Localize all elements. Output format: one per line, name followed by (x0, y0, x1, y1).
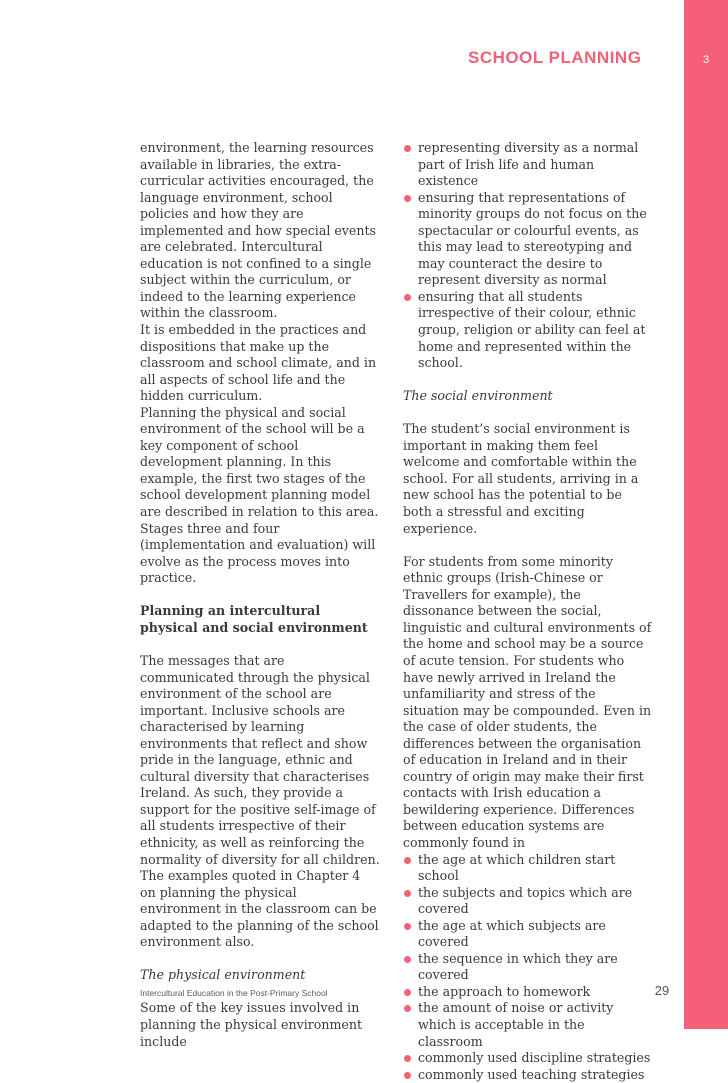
bullet-icon (404, 145, 411, 152)
chapter-sidebar (684, 0, 728, 1029)
bullet-icon (404, 294, 411, 301)
bullet-text: ensuring that representations of minority groups do not focus on the spectacular or colourful events, as this may lead to stereotyping and may counteract the desire to represent diversity as normal (418, 189, 647, 288)
subheading: The social environment (403, 388, 553, 404)
bullet-item (403, 984, 653, 1001)
body-paragraph: environment, the learning resources available in libraries, the extra-curricular activities encouraged, the language environment, school policies and how they are implemented and how special events are celebrated. Intercultural education is not confined to a single subject within the curriculum, or indeed to the learning experience within the classroom. (140, 140, 377, 321)
bullet-item (403, 951, 653, 984)
bullet-text: the age at which children start school (418, 851, 616, 884)
bullet-text: the amount of noise or activity which is acceptable in the classroom (418, 1000, 614, 1049)
bullet-list (403, 140, 653, 372)
bullet-text: ensuring that all students irrespective of their colour, ethnic group, religion or ability can feel at home and represented within the school. (418, 288, 646, 371)
page-number: 29 (654, 983, 670, 998)
bullet-icon (404, 1072, 411, 1079)
bullet-text: representing diversity as a normal part of Irish life and human existence (418, 140, 639, 189)
bullet-icon (404, 989, 411, 996)
bullet-text: the age at which subjects are covered (418, 917, 606, 950)
section-title: SCHOOL PLANNING (468, 48, 642, 67)
body-paragraph: Some of the key issues involved in planning the physical environment include (140, 1000, 363, 1049)
body-paragraph: It is embedded in the practices and dispositions that make up the classroom and school climate, and in all aspects of school life and the hidden curriculum. (140, 322, 377, 404)
body-paragraph: The messages that are communicated through the physical environment of the school are important. Inclusive schools are characterised by learning environments that reflect and show pride in the language, ethnic and cultural diversity that characterises Ireland. As such, they provide a support for the positive self-image of all students irrespective of their ethnicity, as well as reinforcing the normality of diversity for all children. The examples quoted in Chapter 4 on planning the physical environment in the classroom can be adapted to the planning of the school environment also. (140, 652, 380, 950)
body-paragraph: For students from some minority ethnic groups (Irish-Chinese or Travellers for example), the dissonance between the social, linguistic and cultural environments of the home and school may be a source of acute tension. For students who have newly arrived in Ireland the unfamiliarity and stress of the situation may be compounded. Even in the case of older students, the differences between the organisation of education in Ireland and in their country of origin may make their first contacts with Irish education a bewildering experience. Differences between education systems are commonly found in (403, 553, 652, 850)
bullet-item (403, 1000, 653, 1050)
bullet-item (403, 852, 653, 885)
bullet-icon (404, 890, 411, 897)
bullet-item (403, 918, 653, 951)
bullet-text: the subjects and topics which are covered (418, 884, 633, 917)
bullet-item (403, 885, 653, 918)
bullet-icon (404, 1055, 411, 1062)
chapter-number: 3 (702, 54, 710, 66)
body-paragraph: Planning the physical and social environment of the school will be a key component of school development planning. In this example, the first two stages of the school development planning model are described in relation to this area. Stages three and four (implementation and evaluation) will evolve as the process moves into practice. (140, 404, 379, 586)
right-column (403, 140, 653, 1083)
left-column (140, 140, 380, 1050)
bullet-list (403, 852, 653, 1083)
footer-publication-title: Intercultural Education in the Post-Primary School (140, 988, 328, 998)
bullet-text: the sequence in which they are covered (418, 950, 618, 983)
subheading: The physical environment (140, 967, 306, 983)
bullet-item (403, 1067, 653, 1083)
bullet-text: the approach to homework (418, 983, 591, 999)
bullet-item (403, 190, 653, 289)
bullet-item (403, 1050, 653, 1067)
bullet-icon (404, 923, 411, 930)
bullet-text: commonly used teaching strategies (418, 1066, 645, 1082)
bullet-text: commonly used discipline strategies (418, 1050, 651, 1066)
bullet-icon (404, 1005, 411, 1012)
bullet-icon (404, 195, 411, 202)
bullet-item (403, 289, 653, 372)
body-paragraph: The student’s social environment is important in making them feel welcome and comfortable within the school. For all students, arriving in a new school has the potential to be both a stressful and exciting experience. (403, 421, 639, 536)
bullet-icon (404, 956, 411, 963)
subheading: Planning an intercultural physical and social environment (140, 603, 368, 635)
bullet-item (403, 140, 653, 190)
bullet-icon (404, 857, 411, 864)
